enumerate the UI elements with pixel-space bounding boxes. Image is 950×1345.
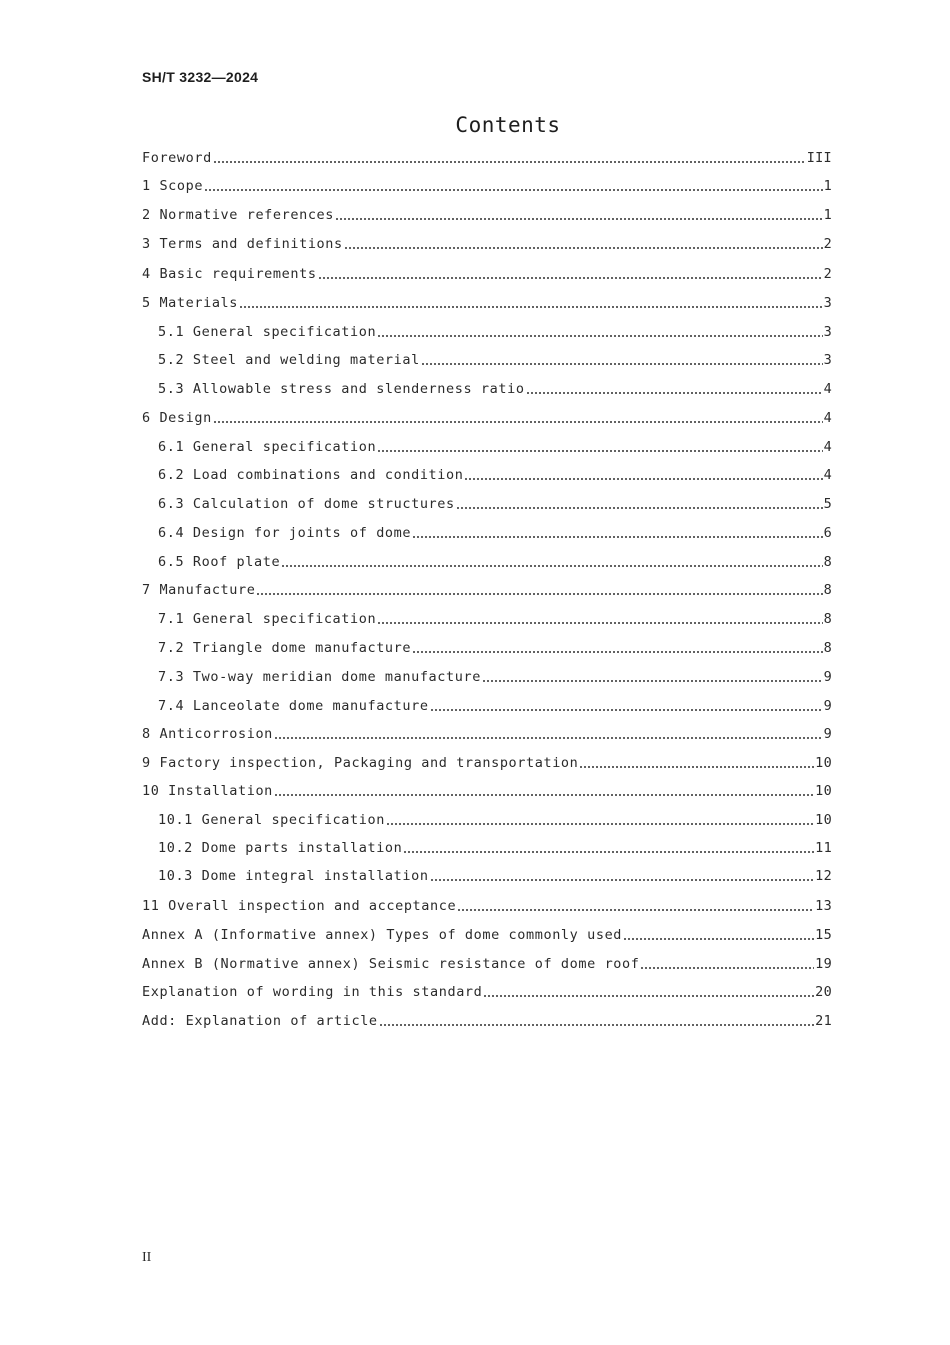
toc-entry[interactable]	[158, 465, 832, 485]
toc-entry[interactable]	[142, 1011, 832, 1031]
toc-entry-page: 2	[823, 236, 832, 252]
dot-leader	[213, 408, 823, 428]
toc-entry-page: 19	[815, 956, 832, 972]
toc-entry[interactable]	[158, 350, 832, 370]
toc-entry-label: 5.3 Allowable stress and slenderness ratio	[158, 381, 525, 397]
toc-entry-label: 6.5 Roof plate	[158, 554, 281, 570]
dot-leader	[239, 293, 823, 313]
toc-entry[interactable]	[142, 896, 832, 916]
toc-entry-label: Explanation of wording in this standard	[142, 984, 483, 1000]
toc-entry[interactable]	[158, 696, 832, 716]
toc-entry-label: 11 Overall inspection and acceptance	[142, 898, 457, 914]
dot-leader	[579, 753, 814, 773]
toc-entry-page: 2	[823, 266, 832, 282]
toc-entry-label: Annex B (Normative annex) Seismic resistance of dome roof	[142, 956, 640, 972]
dot-leader	[403, 838, 814, 858]
dot-leader	[464, 465, 822, 485]
toc-entry-page: 11	[815, 840, 832, 856]
page-number: II	[142, 1250, 152, 1265]
toc-entry-label: 6.1 General specification	[158, 439, 377, 455]
toc-entry-label: 6.2 Load combinations and condition	[158, 467, 464, 483]
toc-entry-page: 10	[815, 812, 832, 828]
toc-entry[interactable]	[158, 667, 832, 687]
dot-leader	[379, 1011, 814, 1031]
toc-entry-page: 9	[823, 726, 832, 742]
toc-entry-label: 9 Factory inspection, Packaging and transportation	[142, 755, 579, 771]
toc-entry-label: 2 Normative references	[142, 207, 335, 223]
toc-entry-label: 3 Terms and definitions	[142, 236, 343, 252]
dot-leader	[213, 148, 806, 168]
dot-leader	[482, 667, 823, 687]
toc-entry[interactable]	[142, 925, 832, 945]
toc-entry-label: 4 Basic requirements	[142, 266, 317, 282]
dot-leader	[412, 523, 822, 543]
toc-entry[interactable]	[142, 580, 832, 600]
dot-leader	[256, 580, 822, 600]
toc-entry-page: 12	[815, 868, 832, 884]
toc-entry[interactable]	[158, 523, 832, 543]
toc-entry-page: 6	[823, 525, 832, 541]
toc-entry-label: 6 Design	[142, 410, 212, 426]
toc-entry-page: 3	[823, 352, 832, 368]
toc-entry-page: 3	[823, 324, 832, 340]
toc-entry-page: 20	[815, 984, 832, 1000]
toc-entry-label: 7.2 Triangle dome manufacture	[158, 640, 412, 656]
dot-leader	[386, 810, 814, 830]
dot-leader	[274, 724, 823, 744]
toc-entry-label: 10.2 Dome parts installation	[158, 840, 403, 856]
toc-entry-label: 5.1 General specification	[158, 324, 377, 340]
toc-entry[interactable]	[158, 437, 832, 457]
toc-entry[interactable]	[142, 293, 832, 313]
toc-entry-label: 7.1 General specification	[158, 611, 377, 627]
toc-entry[interactable]	[142, 176, 832, 196]
toc-entry-label: 10.3 Dome integral installation	[158, 868, 429, 884]
toc-entry-page: 4	[823, 410, 832, 426]
dot-leader	[274, 781, 814, 801]
toc-entry[interactable]	[142, 724, 832, 744]
dot-leader	[421, 350, 823, 370]
toc-entry[interactable]	[142, 408, 832, 428]
dot-leader	[318, 264, 823, 284]
toc-entry[interactable]	[142, 264, 832, 284]
toc-entry-page: 21	[815, 1013, 832, 1029]
dot-leader	[204, 176, 822, 196]
toc-title: Contents	[455, 113, 561, 137]
toc-entry-label: 6.3 Calculation of dome structures	[158, 496, 455, 512]
toc-entry[interactable]	[158, 810, 832, 830]
toc-entry-page: 4	[823, 467, 832, 483]
toc-entry-page: 9	[823, 698, 832, 714]
toc-entry[interactable]	[142, 205, 832, 225]
dot-leader	[456, 494, 823, 514]
toc-entry-page: 1	[823, 207, 832, 223]
toc-entry-page: 1	[823, 178, 832, 194]
toc-entry[interactable]	[158, 638, 832, 658]
toc-entry-page: 13	[815, 898, 832, 914]
toc-entry[interactable]	[158, 866, 832, 886]
toc-entry-label: 10 Installation	[142, 783, 273, 799]
dot-leader	[457, 896, 814, 916]
dot-leader	[430, 696, 823, 716]
toc-entry-page: 4	[823, 381, 832, 397]
toc-entry[interactable]	[142, 753, 832, 773]
toc-entry[interactable]	[158, 609, 832, 629]
toc-entry-page: 4	[823, 439, 832, 455]
toc-entry-label: 1 Scope	[142, 178, 204, 194]
dot-leader	[377, 609, 822, 629]
dot-leader	[623, 925, 814, 945]
standard-code: SH/T 3232—2024	[142, 69, 259, 85]
toc-entry-label: Annex A (Informative annex) Types of dome commonly used	[142, 927, 623, 943]
toc-entry-page: 10	[815, 783, 832, 799]
toc-entry-label: 5 Materials	[142, 295, 239, 311]
toc-entry-label: Foreword	[142, 150, 212, 166]
toc-entry-page: 9	[823, 669, 832, 685]
toc-entry-page: 5	[823, 496, 832, 512]
dot-leader	[377, 322, 822, 342]
toc-entry-page: 10	[815, 755, 832, 771]
toc-entry-label: 7.3 Two-way meridian dome manufacture	[158, 669, 481, 685]
toc-entry-page: 8	[823, 611, 832, 627]
toc-entry-page: 8	[823, 554, 832, 570]
toc-entry[interactable]	[158, 494, 832, 514]
toc-entry[interactable]	[158, 552, 832, 572]
toc-entry-page: 8	[823, 582, 832, 598]
toc-entry-label: 7.4 Lanceolate dome manufacture	[158, 698, 429, 714]
toc-entry-page: 8	[823, 640, 832, 656]
toc-entry[interactable]	[142, 982, 832, 1002]
dot-leader	[412, 638, 822, 658]
toc-entry[interactable]	[142, 234, 832, 254]
dot-leader	[640, 954, 814, 974]
dot-leader	[281, 552, 822, 572]
toc-entry[interactable]	[142, 148, 832, 168]
toc-entry-label: 6.4 Design for joints of dome	[158, 525, 412, 541]
dot-leader	[344, 234, 823, 254]
toc-entry[interactable]	[158, 838, 832, 858]
toc-entry-label: 8 Anticorrosion	[142, 726, 273, 742]
dot-leader	[335, 205, 823, 225]
toc-entry-page: 3	[823, 295, 832, 311]
toc-entry[interactable]	[142, 781, 832, 801]
dot-leader	[483, 982, 814, 1002]
toc-entry-page: 15	[815, 927, 832, 943]
toc-entry-page: III	[806, 150, 832, 166]
toc-entry[interactable]	[142, 954, 832, 974]
dot-leader	[430, 866, 815, 886]
dot-leader	[377, 437, 822, 457]
toc-entry[interactable]	[158, 322, 832, 342]
toc-entry-label: Add: Explanation of article	[142, 1013, 378, 1029]
toc-entry-label: 7 Manufacture	[142, 582, 256, 598]
dot-leader	[526, 379, 823, 399]
toc-entry-label: 10.1 General specification	[158, 812, 385, 828]
toc-entry-label: 5.2 Steel and welding material	[158, 352, 420, 368]
toc-entry[interactable]	[158, 379, 832, 399]
